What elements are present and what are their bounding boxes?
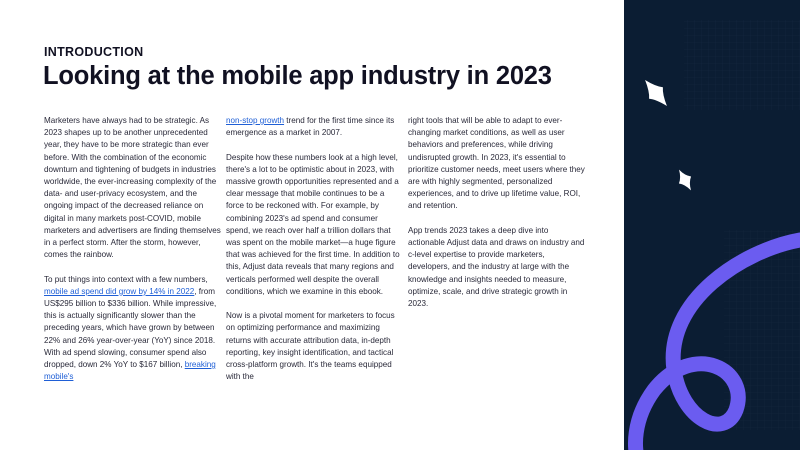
paragraph bbox=[44, 274, 222, 384]
grid-texture bbox=[684, 20, 800, 110]
text-column-1 bbox=[44, 115, 222, 396]
text-run: trend for the first time since its emergence as a market in 2007. bbox=[226, 116, 395, 138]
text-column-2 bbox=[226, 115, 404, 396]
ad-spend-link[interactable]: mobile ad spend did grow by 14% in 2022 bbox=[44, 286, 195, 296]
brand-graphic bbox=[624, 0, 800, 450]
text-run: To put things into context with a few numbers, bbox=[44, 274, 208, 284]
paragraph: Marketers have always had to be strategic. As 2023 shapes up to be another unprecedented year, they have to be more strategic than ever before. With the combination of the economic downturn and tightening of budgets in industries worldwide, the ever-increasing complexity of the data- and user-privacy ecosystem, and the ongoing impact of the decreased reliance on digital in many markets post-COVID, mobile marketers and advertisers are finding themselves in a perfect storm. After the storm, however, comes the rainbow. bbox=[44, 116, 221, 260]
paragraph: right tools that will be able to adapt to ever-changing market conditions, as well as user behaviors and preferences, while driving undisrupted growth. In 2023, it's essential to prioritize customer needs, meet users where they are with highly segmented, personalized experiences, and to drive up lifetime value, ROI, and retention. bbox=[408, 116, 585, 211]
paragraph: App trends 2023 takes a deep dive into actionable Adjust data and draws on industry and c-level expertise to provide marketers, developers, and the industry at large with the knowledge and insights needed to measure, optimize, scale, and drive strategic growth in 2023. bbox=[408, 225, 585, 309]
brand-panel bbox=[624, 0, 800, 450]
paragraph bbox=[226, 115, 404, 139]
text-column-3 bbox=[408, 115, 586, 322]
sparkle-icon-small bbox=[673, 166, 697, 194]
page-title: Looking at the mobile app industry in 2023 bbox=[43, 62, 552, 90]
sparkle-icon-large bbox=[638, 74, 674, 112]
section-eyebrow: INTRODUCTION bbox=[44, 45, 144, 59]
paragraph: Despite how these numbers look at a high level, there's a lot to be optimistic about in 2023, with massive growth opportunities represented and a clear message that mobile continues to be a force to be reckoned with. For example, by combining 2023's ad spend and consumer spend, we reach over half a trillion dollars that was spent on the mobile market—a huge figure that was achieved for the first time. In addition to this, Adjust data reveals that many regions and verticals performed well despite the overall conditions, which we examine in this ebook. bbox=[226, 152, 400, 296]
text-run: , from US$295 billion to $336 billion. While impressive, this is actually significantly slower than the preceding years, which have grown by between 22% and 26% year-over-year (YoY) since 2018. With ad spend slowing, consumer spend also dropped, down 2% YoY to $167 billion, bbox=[44, 286, 217, 370]
breaking-growth-link[interactable]: breaking mobile's bbox=[44, 360, 216, 382]
paragraph: Now is a pivotal moment for marketers to focus on optimizing performance and maximizing returns with accurate attribution data, in-depth reporting, key insight identification, and tactical cross-platform growth. It's the teams equipped with the bbox=[226, 311, 395, 382]
non-stop-growth-link[interactable]: non-stop growth bbox=[226, 116, 285, 125]
